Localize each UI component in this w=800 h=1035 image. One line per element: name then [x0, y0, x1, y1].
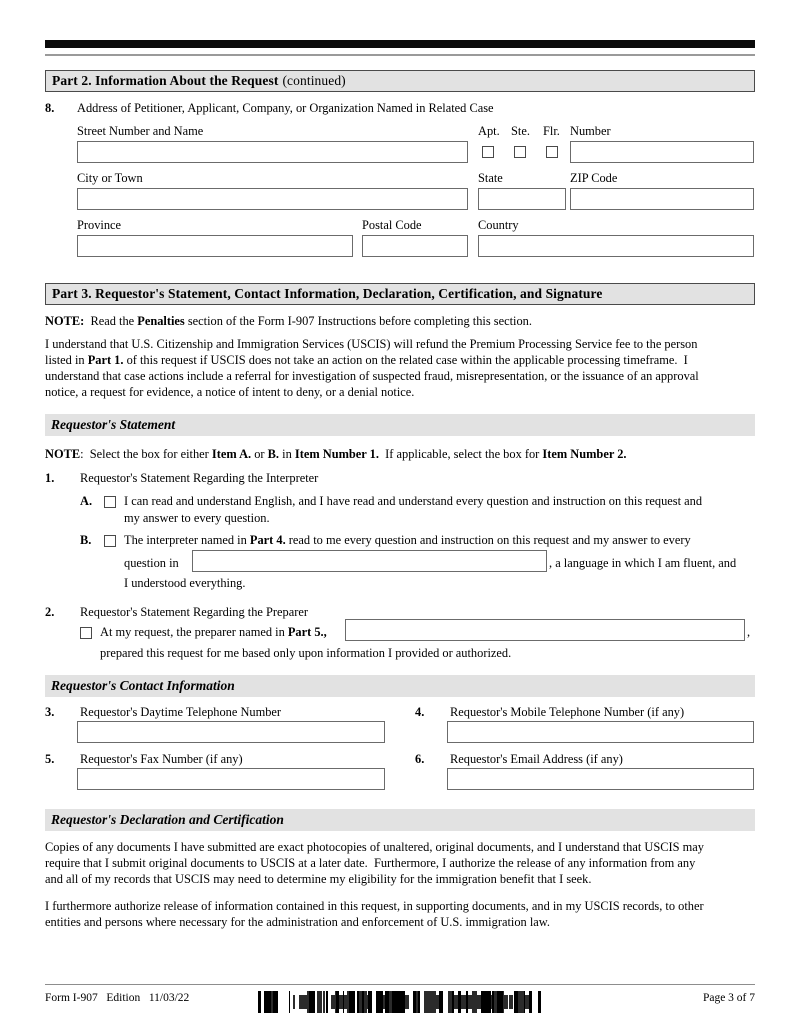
apt-label: Apt. [478, 124, 500, 138]
part3-intro-line2-a: listed in [45, 353, 88, 367]
part3-note-body-1: Read the [84, 314, 138, 328]
top-rule-thick [45, 40, 755, 48]
item1b-line3: I understood everything. [124, 576, 246, 590]
ste-checkbox[interactable] [514, 146, 526, 158]
part2-header [45, 70, 755, 92]
footer-edition-date: 11/03/22 [148, 992, 190, 1004]
part3-header-title: Part 3. Requestor's Statement, Contact Information, Declaration, Certification, and Signature [52, 286, 603, 301]
part3-intro-line4: notice, a request for evidence, a notice of intent to deny, or a denial notice. [45, 385, 415, 399]
part3-intro-line2-b: of this request if USCIS does not take an action on the related case within the applicable processing timeframe. I [123, 353, 688, 367]
requestors-contact-information-header [45, 675, 755, 697]
item6-number: 6. [415, 752, 425, 766]
zip-label: ZIP Code [570, 171, 618, 185]
province-label: Province [77, 218, 122, 232]
postal-code-label: Postal Code [362, 218, 422, 232]
declaration-p1-line1: Copies of any documents I have submitted are exact photocopies of unaltered, original documents, and I understand that USCIS may [45, 840, 704, 854]
declaration-p1-line3: and all of my records that USCIS may need to determine my eligibility for the immigration benefit that I seek. [45, 872, 592, 886]
part3-note-prefix: NOTE: [45, 314, 85, 328]
footer-rule [45, 984, 755, 985]
item1b-question-in-label: question in [124, 556, 179, 570]
item1b-letter: B. [80, 533, 92, 547]
city-label: City or Town [77, 171, 143, 185]
statement-note-prefix: NOTE [45, 447, 81, 461]
part3-header [45, 283, 755, 305]
item1b-line1-b: read to me every question and instruction on this request and my answer to every [285, 533, 691, 547]
statement-note-t3: in [279, 447, 295, 461]
part2-header-continued: (continued) [282, 73, 346, 88]
item3-label: Requestor's Daytime Telephone Number [80, 705, 282, 719]
statement-note-item-number-2: Item Number 2. [542, 447, 627, 461]
item1b-line2-post: , a language in which I am fluent, and [549, 556, 737, 570]
statement-note-t2: or [251, 447, 268, 461]
item1a-line1: I can read and understand English, and I have read and understand every question and instruction on this request and [124, 494, 703, 508]
footer-edition-label: Edition [106, 992, 141, 1004]
statement-note-item-b: B. [267, 447, 280, 461]
declaration-p2-line2: entities and persons where necessary for the administration and enforcement of U.S. immigration law. [45, 915, 550, 929]
item4-number: 4. [415, 705, 425, 719]
item2-line2: prepared this request for me based only upon information I provided or authorized. [100, 646, 512, 660]
item8-number: 8. [45, 101, 55, 115]
statement-note [45, 447, 627, 462]
item1b-part4-ref: Part 4. [249, 533, 286, 547]
country-label: Country [478, 218, 519, 232]
zip-input[interactable] [570, 188, 754, 210]
item3-number: 3. [45, 705, 55, 719]
statement-note-item-number-1: Item Number 1. [294, 447, 379, 461]
item1b-line1 [124, 533, 691, 548]
state-label: State [478, 171, 503, 185]
postal-code-input[interactable] [362, 235, 468, 257]
item2-part5-ref: Part 5., [287, 625, 327, 639]
part3-intro-part1-ref: Part 1. [87, 353, 124, 367]
part3-intro-line3: understand that case actions include a referral for investigation of suspected fraud, misrepresentation, or the issuance of an approval [45, 369, 699, 383]
item2-trailing-comma: , [747, 625, 751, 639]
unit-number-label: Number [570, 124, 611, 138]
part3-note-body-2: section of the Form I-907 Instructions before completing this section. [184, 314, 532, 328]
requestors-declaration-certification-header [45, 809, 755, 831]
daytime-telephone-input[interactable] [77, 721, 385, 743]
item5-number: 5. [45, 752, 55, 766]
item2-line1 [100, 625, 327, 640]
barcode [258, 991, 548, 1013]
statement-note-t1: : Select the box for either [80, 447, 212, 461]
requestors-contact-information-header-label: Requestor's Contact Information [51, 678, 235, 693]
statement-note-item-a: Item A. [211, 447, 252, 461]
requestors-statement-header-label: Requestor's Statement [51, 417, 176, 432]
item5-label: Requestor's Fax Number (if any) [80, 752, 243, 766]
email-address-input[interactable] [447, 768, 754, 790]
statement-note-t4: If applicable, select the box for [378, 447, 543, 461]
ste-label: Ste. [511, 124, 530, 138]
item1a-letter: A. [80, 494, 93, 508]
footer-page-number: Page 3 of 7 [702, 992, 755, 1004]
flr-label: Flr. [543, 124, 560, 138]
unit-number-input[interactable] [570, 141, 754, 163]
item2-title: Requestor's Statement Regarding the Preparer [80, 605, 308, 619]
item2-number: 2. [45, 605, 55, 619]
street-input[interactable] [77, 141, 468, 163]
item1b-language-input[interactable] [192, 550, 547, 572]
footer-form-info [45, 992, 189, 1004]
item1-number: 1. [45, 471, 55, 485]
part3-note-penalties: Penalties [137, 314, 185, 328]
item2-checkbox[interactable] [80, 627, 92, 639]
item2-preparer-input[interactable] [345, 619, 745, 641]
part3-note [45, 314, 532, 329]
part3-intro-line1: I understand that U.S. Citizenship and Immigration Services (USCIS) will refund the Premium Processing Service fee to the person [45, 337, 698, 351]
item6-label: Requestor's Email Address (if any) [450, 752, 623, 766]
state-input[interactable] [478, 188, 566, 210]
apt-checkbox[interactable] [482, 146, 494, 158]
street-label: Street Number and Name [77, 124, 204, 138]
part2-header-title: Part 2. Information About the Request [52, 73, 279, 88]
declaration-p1-line2: require that I submit original documents to USCIS at a later date. Furthermore, I authorize the release of any information from any [45, 856, 696, 870]
province-input[interactable] [77, 235, 353, 257]
flr-checkbox[interactable] [546, 146, 558, 158]
requestors-statement-header [45, 414, 755, 436]
item1b-line1-a: The interpreter named in [124, 533, 250, 547]
part3-intro-line2 [45, 353, 688, 368]
item1b-checkbox[interactable] [104, 535, 116, 547]
top-rule-thin [45, 54, 755, 56]
footer-form-number: Form I-907 [45, 992, 98, 1004]
fax-number-input[interactable] [77, 768, 385, 790]
country-input[interactable] [478, 235, 754, 257]
city-input[interactable] [77, 188, 468, 210]
mobile-telephone-input[interactable] [447, 721, 754, 743]
declaration-p2-line1: I furthermore authorize release of information contained in this request, in supporting documents, and in my USCIS records, to other [45, 899, 704, 913]
item1a-checkbox[interactable] [104, 496, 116, 508]
requestors-declaration-certification-header-label: Requestor's Declaration and Certification [51, 812, 284, 827]
item4-label: Requestor's Mobile Telephone Number (if any) [450, 705, 685, 719]
item1-title: Requestor's Statement Regarding the Interpreter [80, 471, 319, 485]
item1a-line2: my answer to every question. [124, 511, 270, 525]
item2-line1-a: At my request, the preparer named in [100, 625, 288, 639]
item8-title: Address of Petitioner, Applicant, Company, or Organization Named in Related Case [77, 101, 494, 115]
